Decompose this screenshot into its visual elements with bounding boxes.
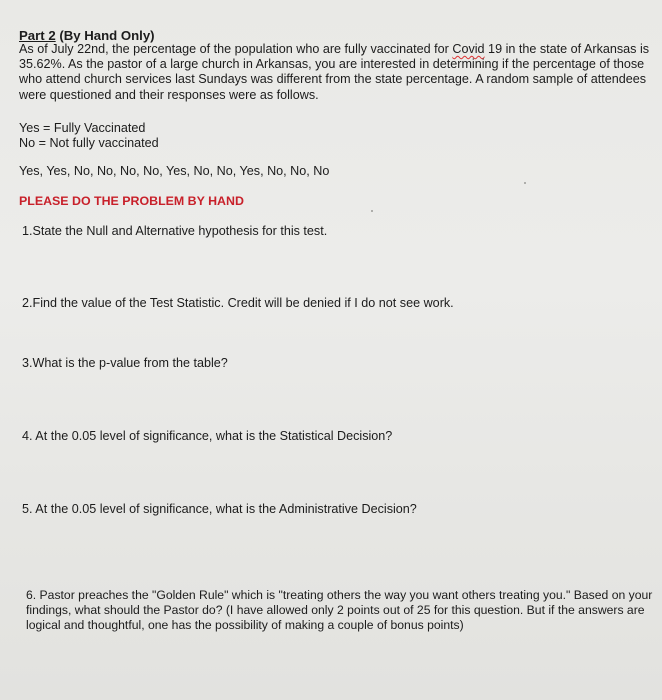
yes-definition: Yes = Fully Vaccinated [19, 121, 146, 135]
question-1: 1.State the Null and Alternative hypothesis for this test. [22, 224, 328, 238]
part-subtitle: (By Hand Only) [55, 28, 155, 43]
paper-speck [524, 182, 526, 184]
intro-paragraph [19, 42, 651, 103]
intro-text-start: As of July 22nd, the percentage of the population who are fully vaccinated for [19, 42, 453, 56]
intro-text-end: 19 in the state of Arkansas is 35.62%. As the pastor of a large church in Arkansas, you are interested in determining if the percentage of those who attend church services last Sundays was different from the state percentage. A random sample of attendees were questioned and their responses were as follows. [19, 42, 650, 102]
section-heading [19, 28, 155, 43]
question-2: 2.Find the value of the Test Statistic. Credit will be denied if I do not see work. [22, 296, 454, 310]
by-hand-notice: PLEASE DO THE PROBLEM BY HAND [19, 194, 244, 208]
spellcheck-flagged-word: Covid [452, 42, 485, 56]
sample-responses: Yes, Yes, No, No, No, No, Yes, No, No, Yes, No, No, No [19, 164, 330, 178]
paper-speck [371, 210, 373, 212]
question-6: 6. Pastor preaches the "Golden Rule" which is "treating others the way you want others treating you." Based on your findings, what should the Pastor do? (I have allowed only 2 points out of 25 for this question. But if the answers are logical and thoughtful, one has the possibility of making a couple of bonus points) [26, 588, 653, 632]
no-definition: No = Not fully vaccinated [19, 136, 159, 150]
part-label: Part 2 [19, 28, 56, 43]
question-4: 4. At the 0.05 level of significance, what is the Statistical Decision? [22, 429, 393, 443]
question-5: 5. At the 0.05 level of significance, what is the Administrative Decision? [22, 502, 417, 516]
question-3: 3.What is the p-value from the table? [22, 356, 228, 370]
